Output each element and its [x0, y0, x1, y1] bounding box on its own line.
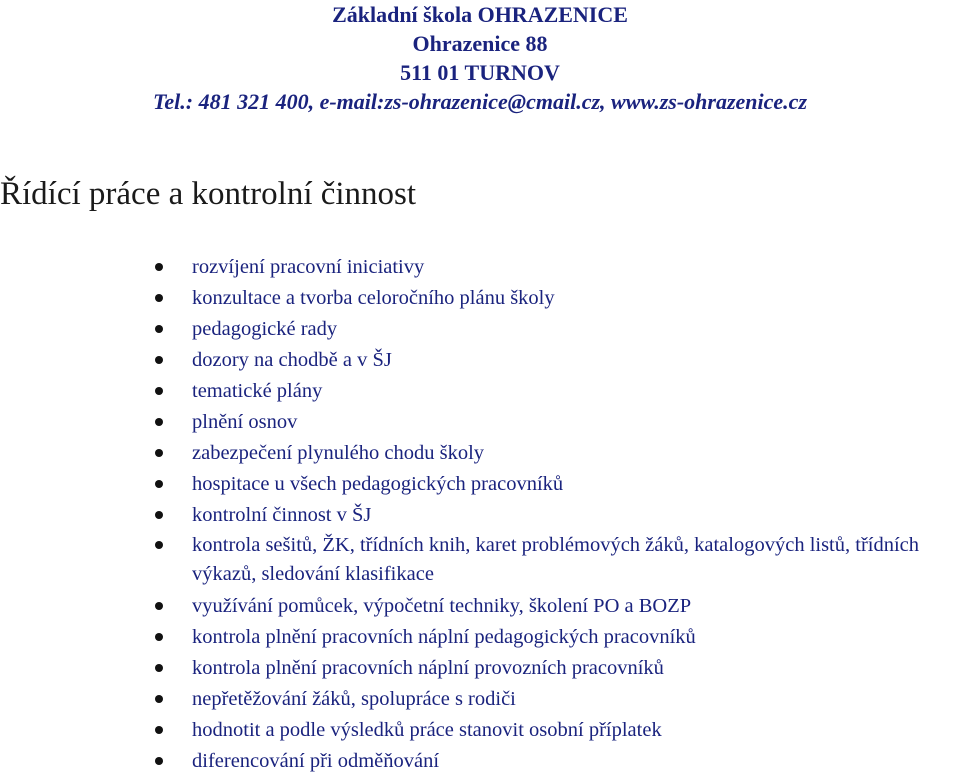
list-item-text: hodnotit a podle výsledků práce stanovit osobní příplatek — [192, 719, 662, 741]
list-item-text: dozory na chodbě a v ŠJ — [192, 349, 392, 371]
bullet-icon — [155, 449, 163, 457]
bullet-icon — [155, 602, 163, 610]
bullet-icon — [155, 695, 163, 703]
letterhead — [0, 0, 960, 116]
bullet-icon — [155, 387, 163, 395]
list-item-text: kontrola plnění pracovních náplní pedagogických pracovníků — [192, 626, 696, 648]
list-item-text: využívání pomůcek, výpočetní techniky, školení PO a BOZP — [192, 595, 692, 617]
bullet-icon — [155, 356, 163, 364]
list-item — [0, 715, 960, 746]
list-item — [0, 469, 960, 500]
school-contact: Tel.: 481 321 400, e-mail:zs-ohrazenice@cmail.cz, www.zs-ohrazenice.cz — [152, 89, 808, 114]
page-title: Řídící práce a kontrolní činnost — [0, 176, 417, 212]
list-item-text: diferencování při odměňování — [192, 750, 440, 772]
list-item-text: kontrolní činnost v ŠJ — [192, 504, 372, 526]
school-street: Ohrazenice 88 — [412, 31, 548, 56]
bullet-icon — [155, 418, 163, 426]
list-item-text: zabezpečení plynulého chodu školy — [192, 442, 485, 464]
bullet-icon — [155, 541, 163, 549]
school-name: Základní škola OHRAZENICE — [332, 2, 628, 27]
list-item — [0, 622, 960, 653]
list-item-text: kontrola sešitů, ŽK, třídních knih, karet problémových žáků, katalogových listů, třídních výkazů, sledování klasifikace — [192, 534, 920, 585]
list-item — [0, 314, 960, 345]
activity-list — [0, 252, 960, 777]
list-item — [0, 283, 960, 314]
bullet-icon — [155, 726, 163, 734]
bullet-icon — [155, 511, 163, 519]
bullet-icon — [155, 263, 163, 271]
list-item — [0, 252, 960, 283]
bullet-icon — [155, 757, 163, 765]
list-item-text: rozvíjení pracovní iniciativy — [192, 256, 425, 278]
list-item — [0, 438, 960, 469]
bullet-icon — [155, 480, 163, 488]
bullet-icon — [155, 633, 163, 641]
list-item-text: pedagogické rady — [192, 318, 338, 340]
bullet-icon — [155, 294, 163, 302]
list-item — [0, 746, 960, 777]
list-item-text: plnění osnov — [192, 411, 298, 433]
list-item — [0, 376, 960, 407]
list-item — [0, 345, 960, 376]
list-item-text: konzultace a tvorba celoročního plánu školy — [192, 287, 555, 309]
bullet-icon — [155, 664, 163, 672]
list-item — [0, 531, 960, 589]
list-item — [0, 407, 960, 438]
list-item — [0, 500, 960, 531]
list-item — [0, 591, 960, 622]
list-item-text: kontrola plnění pracovních náplní provozních pracovníků — [192, 657, 664, 679]
list-item — [0, 684, 960, 715]
bullet-icon — [155, 325, 163, 333]
school-postal-city: 511 01 TURNOV — [400, 60, 560, 85]
list-item — [0, 653, 960, 684]
list-item-text: tematické plány — [192, 380, 323, 402]
list-item-text: nepřetěžování žáků, spolupráce s rodiči — [192, 688, 516, 710]
list-item-text: hospitace u všech pedagogických pracovníků — [192, 473, 564, 495]
